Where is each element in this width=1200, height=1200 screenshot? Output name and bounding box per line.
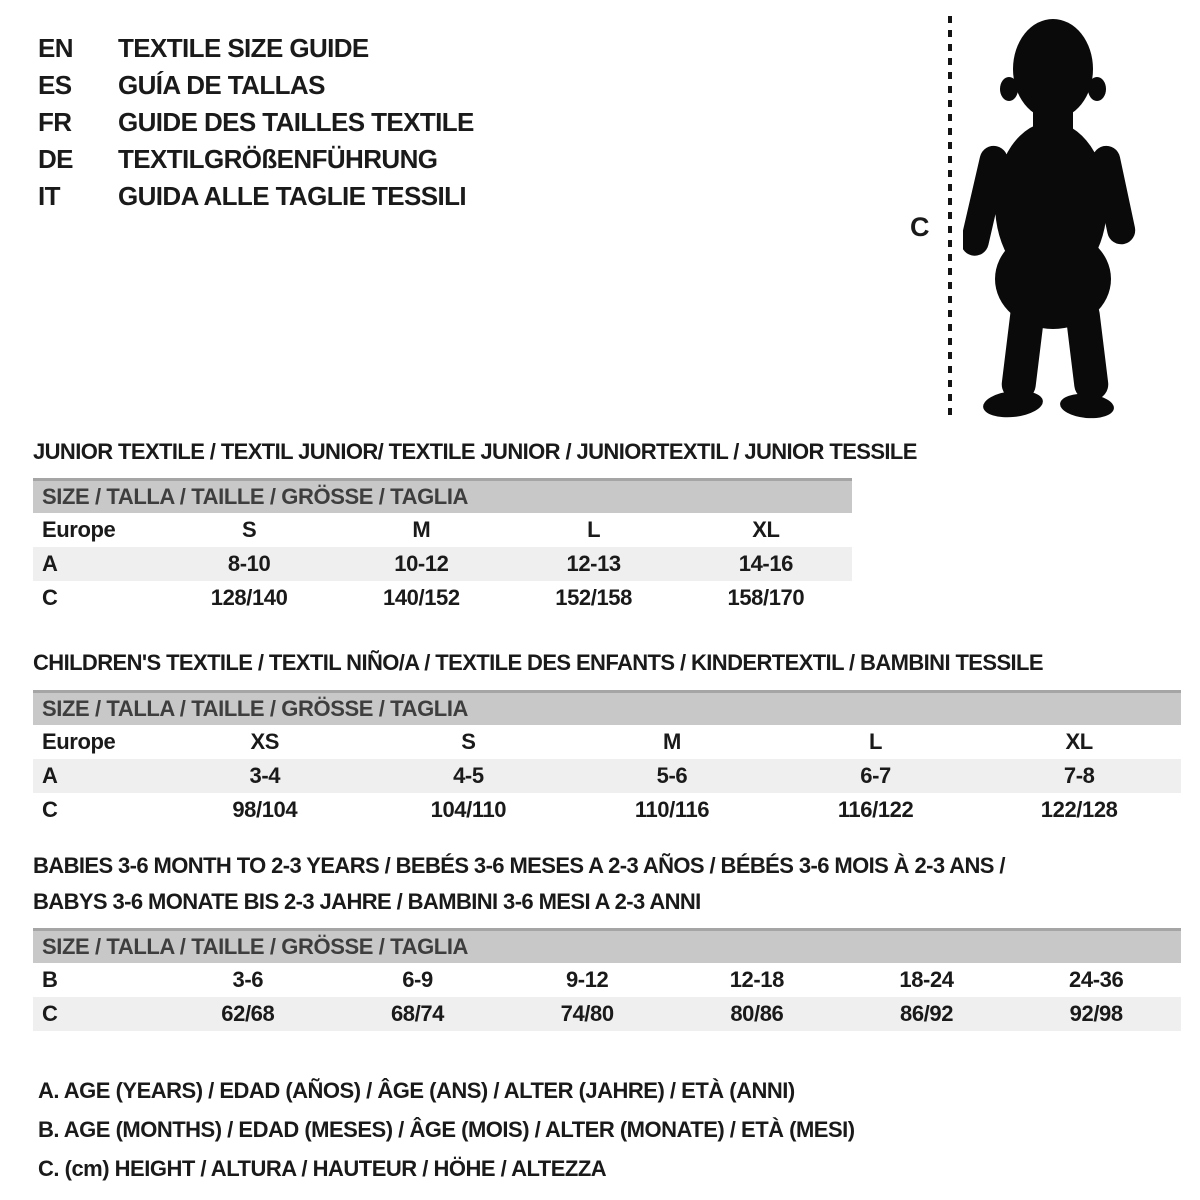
size-cell: XL [752,517,780,542]
value-cell: 140/152 [383,585,460,610]
row-label: B [42,967,58,992]
size-cell: M [663,729,681,754]
value-cell: 92/98 [1069,1001,1123,1026]
language-title: TEXTILE SIZE GUIDE [118,33,369,63]
size-cell: XS [250,729,280,754]
row-label: C [42,585,58,610]
legend-item: A. AGE (YEARS) / EDAD (AÑOS) / ÂGE (ANS) / ALTER (JAHRE) / ETÀ (ANNI) [38,1078,795,1103]
size-cell: L [587,517,601,542]
value-cell: 18-24 [899,967,954,992]
value-cell: 3-6 [232,967,264,992]
language-title: GUIDE DES TAILLES TEXTILE [118,107,474,137]
section-babies-textile [33,848,1181,1031]
section-title: BABIES 3-6 MONTH TO 2-3 YEARS / BEBÉS 3-6 MESES A 2-3 AÑOS / BÉBÉS 3-6 MOIS À 2-3 ANS / [33,853,1005,878]
table-row [33,759,1181,793]
size-header-bar: SIZE / TALLA / TAILLE / GRÖSSE / TAGLIA [33,928,1181,963]
size-cell: S [241,517,257,542]
size-cell: L [869,729,883,754]
language-code: IT [38,181,60,211]
junior-size-table [33,478,852,615]
table-row [33,581,852,615]
table-row [33,725,1181,759]
babies-size-table [33,928,1181,1031]
language-title: GUÍA DE TALLAS [118,70,325,100]
value-cell: 9-12 [565,967,609,992]
section-title: CHILDREN'S TEXTILE / TEXTIL NIÑO/A / TEXTILE DES ENFANTS / KINDERTEXTIL / BAMBINI TESSILE [33,650,1043,675]
language-code: DE [38,144,73,174]
language-row [38,30,474,67]
value-cell: 7-8 [1063,763,1095,788]
value-cell: 110/116 [634,797,710,822]
table-row [33,513,852,547]
section-junior-textile [33,434,917,615]
value-cell: 10-12 [394,551,449,576]
value-cell: 6-7 [860,763,891,788]
value-cell: 80/86 [730,1001,784,1026]
row-label: C [42,797,58,822]
value-cell: 24-36 [1069,967,1124,992]
language-row [38,67,474,104]
language-code: FR [38,107,72,137]
size-cell: XL [1065,729,1093,754]
row-label: A [42,763,58,788]
value-cell: 128/140 [210,585,288,610]
row-label: Europe [42,517,116,542]
language-row [38,104,474,141]
value-cell: 12-18 [729,967,784,992]
language-title-list [38,30,474,215]
height-measure-label: C [910,212,930,242]
section-title: BABYS 3-6 MONATE BIS 2-3 JAHRE / BAMBINI 3-6 MESI A 2-3 ANNI [33,889,701,914]
value-cell: 68/74 [390,1001,445,1026]
legend-item: C. (cm) HEIGHT / ALTURA / HAUTEUR / HÖHE / ALTEZZA [38,1156,607,1181]
table-row [33,963,1181,997]
value-cell: 122/128 [1040,797,1118,822]
height-measure-dashed-line [948,16,952,418]
value-cell: 12-13 [566,551,621,576]
legend-item: B. AGE (MONTHS) / EDAD (MESES) / ÂGE (MOIS) / ALTER (MONATE) / ETÀ (MESI) [38,1117,855,1142]
language-row [38,141,474,178]
value-cell: 6-9 [402,967,433,992]
row-label: C [42,1001,58,1026]
value-cell: 14-16 [738,551,794,576]
size-header-bar: SIZE / TALLA / TAILLE / GRÖSSE / TAGLIA [33,690,1181,725]
value-cell: 74/80 [560,1001,614,1026]
value-cell: 62/68 [221,1001,275,1026]
value-cell: 3-4 [249,763,281,788]
language-title: GUIDA ALLE TAGLIE TESSILI [118,181,467,211]
value-cell: 86/92 [899,1001,954,1026]
size-header-bar: SIZE / TALLA / TAILLE / GRÖSSE / TAGLIA [33,478,852,513]
table-row [33,997,1181,1031]
toddler-silhouette-icon [963,14,1138,420]
language-code: ES [38,70,72,100]
language-title: TEXTILGRÖßENFÜHRUNG [118,144,438,174]
value-cell: 5-6 [656,763,688,788]
value-cell: 4-5 [453,763,484,788]
value-cell: 8-10 [227,551,271,576]
table-row [33,547,852,581]
measure-legend [38,1071,855,1188]
language-code: EN [38,33,73,63]
value-cell: 116/122 [837,797,914,822]
value-cell: 104/110 [430,797,507,822]
value-cell: 152/158 [555,585,632,610]
language-row [38,178,474,215]
size-cell: S [461,729,476,754]
value-cell: 158/170 [727,585,805,610]
table-row [33,793,1181,827]
section-title: JUNIOR TEXTILE / TEXTIL JUNIOR/ TEXTILE JUNIOR / JUNIORTEXTIL / JUNIOR TESSILE [33,439,917,464]
row-label: A [42,551,58,576]
value-cell: 98/104 [232,797,298,822]
children-size-table [33,690,1181,827]
row-label: Europe [42,729,116,754]
size-cell: M [412,517,431,542]
section-childrens-textile [33,645,1181,827]
